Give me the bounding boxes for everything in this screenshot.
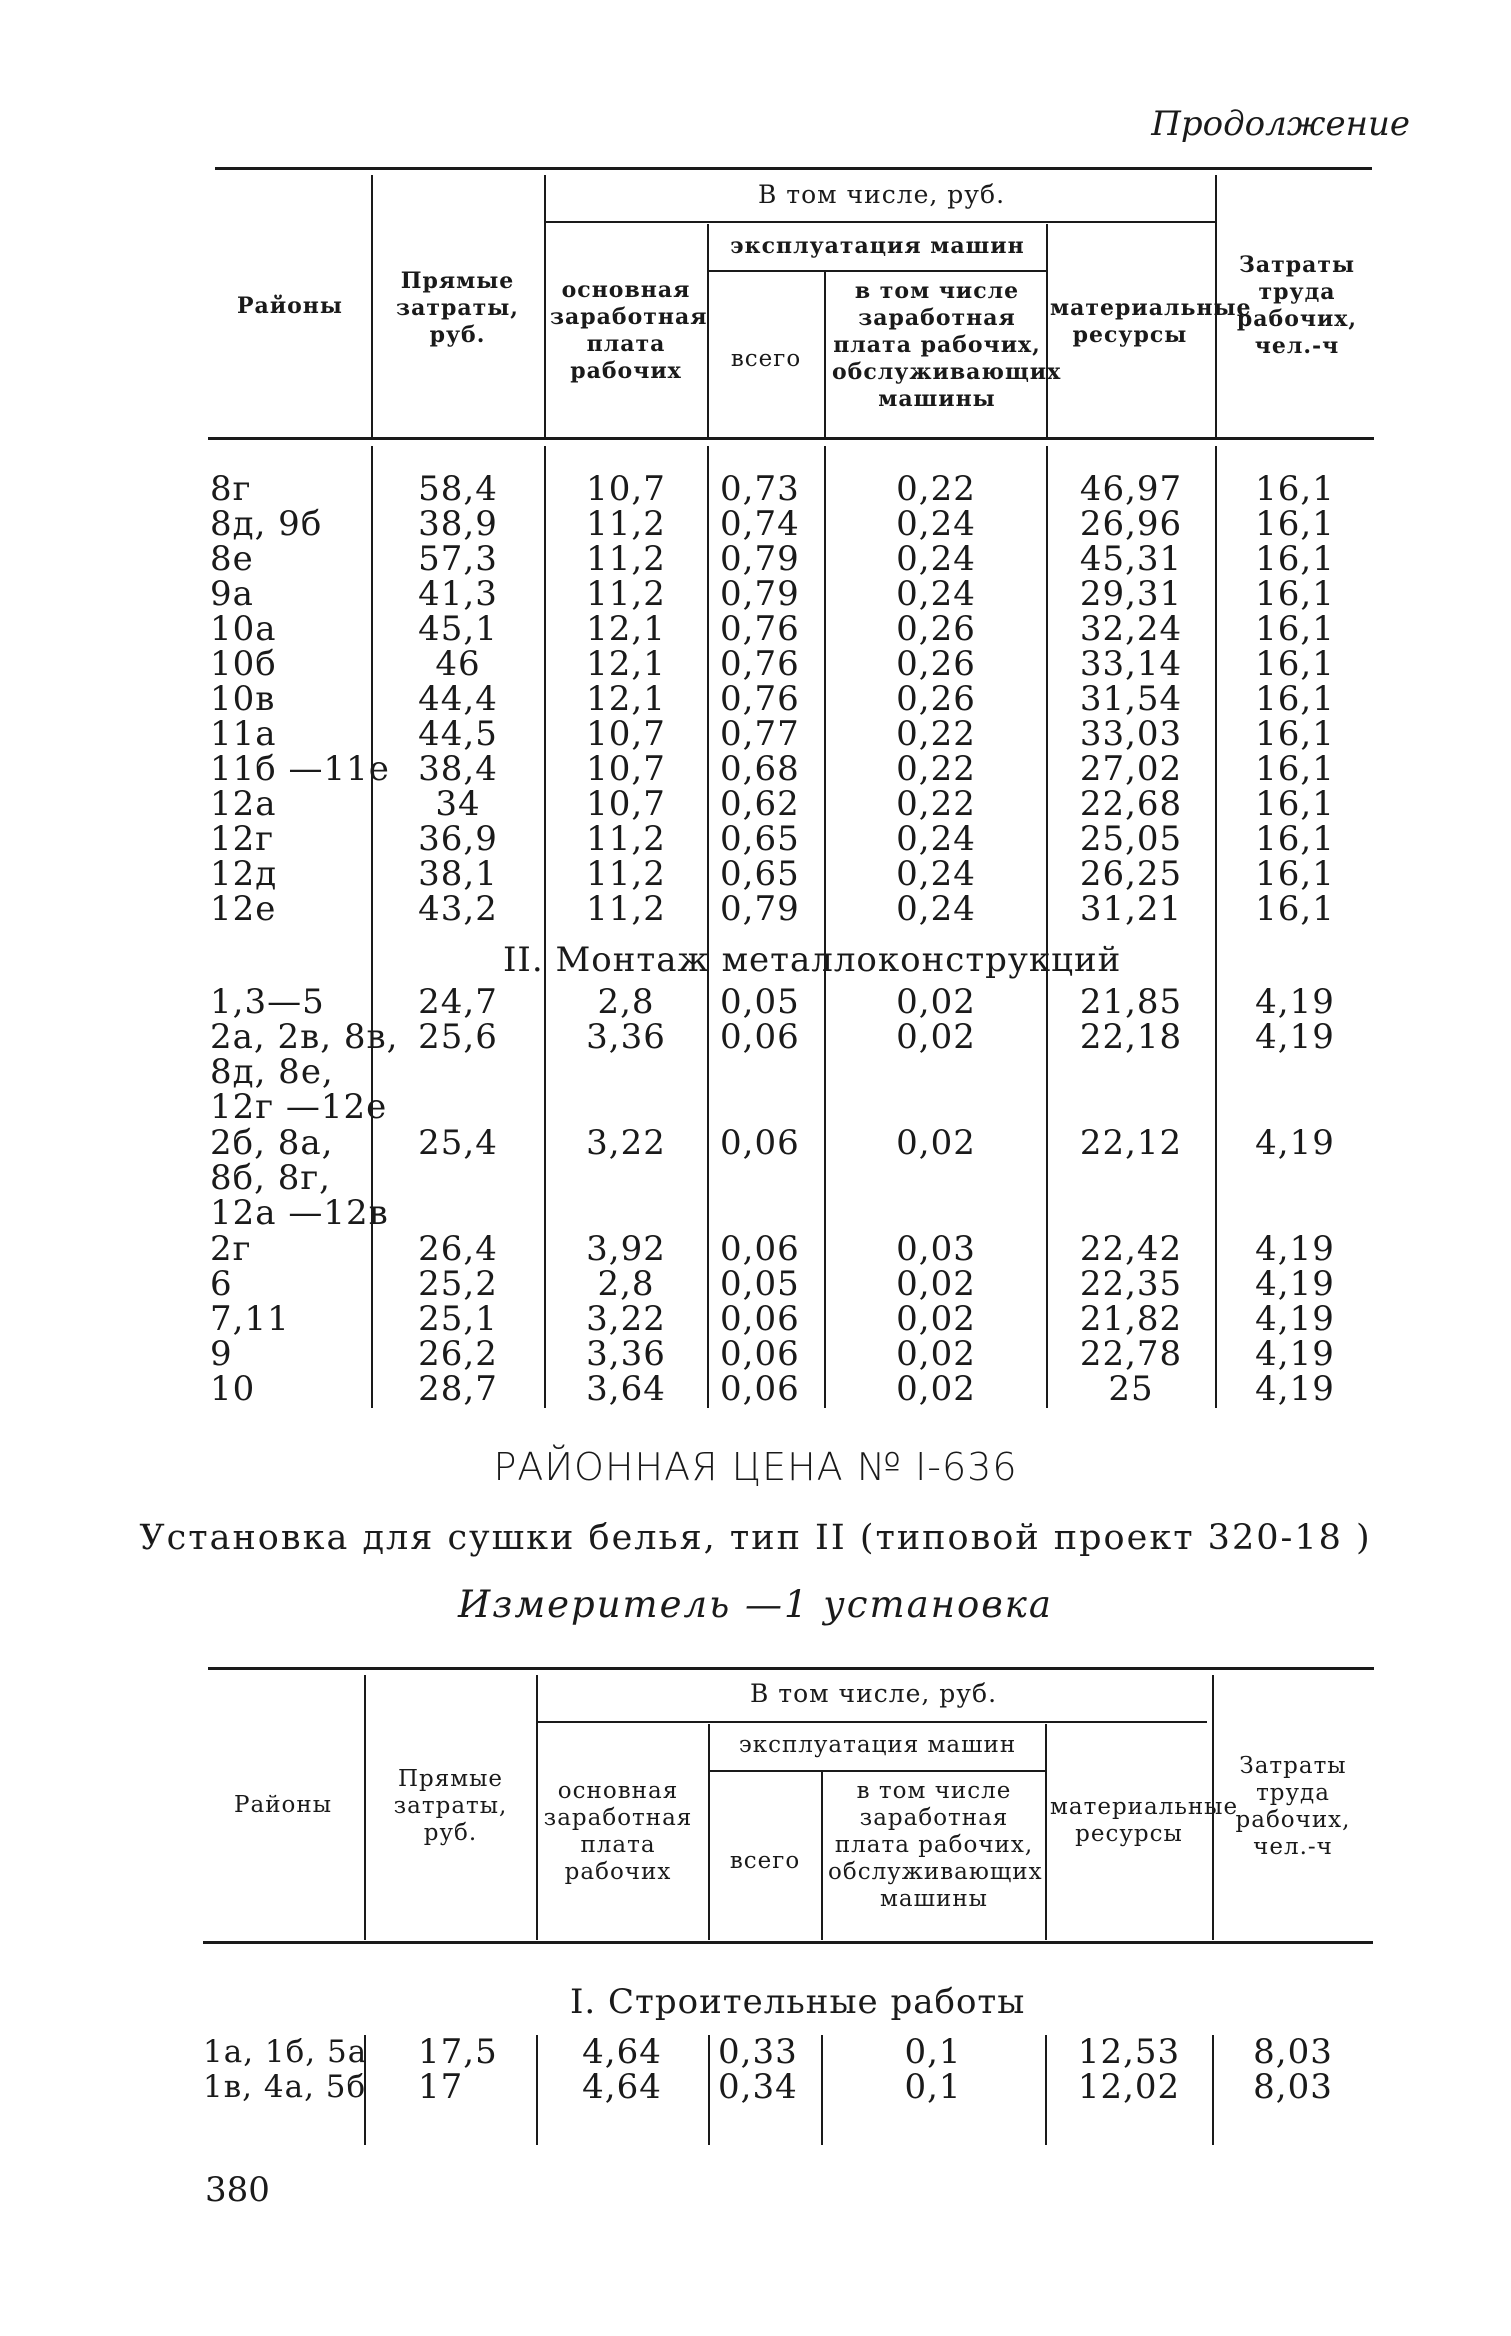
cell-machines-wage: 0,03 xyxy=(896,1229,976,1269)
cell-machines-total: 0,79 xyxy=(720,539,800,579)
cell-machines-total: 0,34 xyxy=(718,2067,798,2107)
cell-main-wage: 3,22 xyxy=(586,1299,666,1339)
cell-labor: 4,19 xyxy=(1255,982,1335,1022)
table1-top-rule xyxy=(215,167,1372,170)
cell-materials: 45,31 xyxy=(1079,539,1183,579)
cell-main-wage: 12,1 xyxy=(586,644,666,684)
cell-machines-total: 0,06 xyxy=(720,1123,800,1163)
cell-machines-wage: 0,22 xyxy=(896,749,976,789)
cell-main-wage: 2,8 xyxy=(597,1264,655,1304)
cell-main-wage: 10,7 xyxy=(586,784,666,824)
cell-region: 2г xyxy=(210,1229,252,1269)
cell-direct-costs: 38,4 xyxy=(418,749,498,789)
cell-main-wage: 10,7 xyxy=(586,469,666,509)
cell-machines-wage: 0,22 xyxy=(896,469,976,509)
cell-labor: 4,19 xyxy=(1255,1229,1335,1269)
cell-region: 11б —11е xyxy=(210,749,390,789)
table2-machines-rule xyxy=(708,1770,1046,1772)
cell-materials: 27,02 xyxy=(1079,749,1183,789)
cell-machines-wage: 0,24 xyxy=(896,854,976,894)
cell-materials: 12,02 xyxy=(1077,2067,1181,2107)
cell-machines-wage: 0,26 xyxy=(896,609,976,649)
measure-label: Измеритель —1 установка xyxy=(458,1583,1053,1626)
cell-machines-total: 0,05 xyxy=(720,982,800,1022)
cell-machines-total: 0,77 xyxy=(720,714,800,754)
cell-materials: 25 xyxy=(1108,1369,1154,1409)
cell-labor: 8,03 xyxy=(1253,2067,1333,2107)
cell-labor: 16,1 xyxy=(1255,574,1335,614)
cell-materials: 33,14 xyxy=(1079,644,1183,684)
cell-region: 8е xyxy=(210,539,254,579)
cell-region: 8д, 8е, xyxy=(210,1052,334,1092)
cell-region: 2б, 8а, xyxy=(210,1123,334,1163)
cell-region: 12е xyxy=(210,889,277,929)
cell-machines-wage: 0,24 xyxy=(896,889,976,929)
header-including: В том числе, руб. xyxy=(757,180,1006,209)
cell-machines-wage: 0,24 xyxy=(896,504,976,544)
cell-machines-total: 0,05 xyxy=(720,1264,800,1304)
cell-machines-total: 0,65 xyxy=(720,819,800,859)
cell-main-wage: 11,2 xyxy=(586,819,666,859)
cell-region: 11а xyxy=(210,714,277,754)
table1-header-vline xyxy=(371,175,373,437)
cell-labor: 16,1 xyxy=(1255,749,1335,789)
cell-materials: 21,85 xyxy=(1079,982,1183,1022)
cell-main-wage: 4,64 xyxy=(582,2067,662,2107)
cell-machines-total: 0,62 xyxy=(720,784,800,824)
cell-machines-wage: 0,1 xyxy=(904,2032,962,2072)
cell-region: 8б, 8г, xyxy=(210,1158,331,1198)
cell-labor: 16,1 xyxy=(1255,539,1335,579)
cell-machines-total: 0,76 xyxy=(720,609,800,649)
table1-header-bottom-rule xyxy=(208,437,1374,440)
cell-machines-wage: 0,02 xyxy=(896,1299,976,1339)
cell-direct-costs: 28,7 xyxy=(418,1369,498,1409)
cell-direct-costs: 46 xyxy=(435,644,481,684)
table1-machines-rule xyxy=(707,270,1047,272)
header-labor: Затраты труда рабочих, чел.-ч xyxy=(1235,1753,1351,1860)
cell-direct-costs: 25,6 xyxy=(418,1017,498,1057)
cell-main-wage: 10,7 xyxy=(586,749,666,789)
table1-header-vline xyxy=(1046,224,1048,437)
cell-machines-wage: 0,02 xyxy=(896,1123,976,1163)
cell-materials: 26,96 xyxy=(1079,504,1183,544)
table2-header-vline xyxy=(364,1675,366,1940)
cell-direct-costs: 38,9 xyxy=(418,504,498,544)
cell-machines-wage: 0,22 xyxy=(896,784,976,824)
cell-main-wage: 11,2 xyxy=(586,574,666,614)
cell-materials: 22,35 xyxy=(1079,1264,1183,1304)
cell-labor: 4,19 xyxy=(1255,1264,1335,1304)
cell-labor: 16,1 xyxy=(1255,469,1335,509)
cell-machines-total: 0,76 xyxy=(720,644,800,684)
cell-machines-wage: 0,02 xyxy=(896,1369,976,1409)
cell-labor: 16,1 xyxy=(1255,714,1335,754)
header-machines: эксплуатация машин xyxy=(730,233,1025,259)
cell-region: 6 xyxy=(210,1264,233,1304)
cell-materials: 22,78 xyxy=(1079,1334,1183,1374)
cell-main-wage: 11,2 xyxy=(586,854,666,894)
header-regions: Районы xyxy=(234,1792,332,1818)
price-title: РАЙОННАЯ ЦЕНА № I-636 xyxy=(493,1445,1018,1489)
cell-main-wage: 3,64 xyxy=(586,1369,666,1409)
cell-region: 12г xyxy=(210,819,275,859)
cell-materials: 22,42 xyxy=(1079,1229,1183,1269)
table2-header-bottom-rule xyxy=(203,1941,1373,1944)
cell-main-wage: 11,2 xyxy=(586,539,666,579)
section-installation: II. Монтаж металлоконструкций xyxy=(503,940,1122,980)
table2-top-rule xyxy=(208,1667,1374,1670)
cell-region: 12а xyxy=(210,784,277,824)
cell-labor: 16,1 xyxy=(1255,644,1335,684)
cell-labor: 16,1 xyxy=(1255,504,1335,544)
section-construction: I. Строительные работы xyxy=(570,1982,1026,2022)
cell-direct-costs: 41,3 xyxy=(418,574,498,614)
cell-materials: 21,82 xyxy=(1079,1299,1183,1339)
cell-direct-costs: 25,4 xyxy=(418,1123,498,1163)
cell-labor: 16,1 xyxy=(1255,679,1335,719)
cell-materials: 31,21 xyxy=(1079,889,1183,929)
cell-machines-total: 0,06 xyxy=(720,1369,800,1409)
cell-direct-costs: 34 xyxy=(435,784,481,824)
header-machines-wage: в том числе заработная плата рабочих, обслуживающих машины xyxy=(828,1778,1043,1912)
header-machines-total: всего xyxy=(729,1848,801,1874)
cell-machines-wage: 0,02 xyxy=(896,982,976,1022)
cell-main-wage: 2,8 xyxy=(597,982,655,1022)
cell-labor: 4,19 xyxy=(1255,1369,1335,1409)
cell-machines-total: 0,65 xyxy=(720,854,800,894)
table2-header-vline xyxy=(821,1770,823,1940)
table2-group-rule xyxy=(537,1721,1207,1723)
cell-labor: 4,19 xyxy=(1255,1123,1335,1163)
cell-direct-costs: 44,5 xyxy=(418,714,498,754)
cell-region: 9а xyxy=(210,574,254,614)
cell-region: 9 xyxy=(210,1334,233,1374)
cell-region: 1,3—5 xyxy=(210,982,325,1022)
cell-direct-costs: 45,1 xyxy=(418,609,498,649)
cell-machines-wage: 0,24 xyxy=(896,574,976,614)
cell-machines-total: 0,79 xyxy=(720,889,800,929)
cell-direct-costs: 25,2 xyxy=(418,1264,498,1304)
cell-machines-wage: 0,22 xyxy=(896,714,976,754)
cell-machines-wage: 0,26 xyxy=(896,644,976,684)
cell-region: 10а xyxy=(210,609,277,649)
cell-main-wage: 11,2 xyxy=(586,889,666,929)
cell-materials: 29,31 xyxy=(1079,574,1183,614)
cell-direct-costs: 43,2 xyxy=(418,889,498,929)
cell-region: 10б xyxy=(210,644,277,684)
cell-direct-costs: 24,7 xyxy=(418,982,498,1022)
cell-main-wage: 3,36 xyxy=(586,1334,666,1374)
cell-region: 7,11 xyxy=(210,1299,290,1339)
header-labor: Затраты труда рабочих, чел.-ч xyxy=(1236,252,1358,359)
cell-machines-wage: 0,24 xyxy=(896,539,976,579)
cell-main-wage: 3,36 xyxy=(586,1017,666,1057)
cell-labor: 16,1 xyxy=(1255,854,1335,894)
cell-direct-costs: 38,1 xyxy=(418,854,498,894)
cell-region: 2а, 2в, 8в, xyxy=(210,1017,399,1057)
cell-region: 12а —12в xyxy=(210,1193,389,1233)
cell-machines-wage: 0,24 xyxy=(896,819,976,859)
header-machines: эксплуатация машин xyxy=(738,1732,1017,1758)
cell-materials: 33,03 xyxy=(1079,714,1183,754)
cell-direct-costs: 17,5 xyxy=(418,2032,498,2072)
cell-materials: 12,53 xyxy=(1077,2032,1181,2072)
cell-machines-total: 0,06 xyxy=(720,1299,800,1339)
cell-machines-total: 0,06 xyxy=(720,1334,800,1374)
table2-header-vline xyxy=(1045,1724,1047,1940)
header-materials: материальные ресурсы xyxy=(1050,1794,1239,1847)
cell-materials: 22,18 xyxy=(1079,1017,1183,1057)
cell-machines-total: 0,74 xyxy=(720,504,800,544)
cell-main-wage: 4,64 xyxy=(582,2032,662,2072)
cell-main-wage: 12,1 xyxy=(586,609,666,649)
cell-machines-total: 0,06 xyxy=(720,1017,800,1057)
cell-materials: 25,05 xyxy=(1079,819,1183,859)
cell-main-wage: 3,22 xyxy=(586,1123,666,1163)
cell-main-wage: 11,2 xyxy=(586,504,666,544)
header-main-wage: основная заработная плата рабочих xyxy=(550,277,708,384)
cell-direct-costs: 58,4 xyxy=(418,469,498,509)
header-including: В том числе, руб. xyxy=(749,1679,998,1708)
cell-region: 8г xyxy=(210,469,252,509)
cell-materials: 22,12 xyxy=(1079,1123,1183,1163)
cell-region: 1а, 1б, 5а xyxy=(203,2034,368,2070)
table1-header-vline xyxy=(707,224,709,437)
cell-labor: 16,1 xyxy=(1255,784,1335,824)
cell-machines-total: 0,68 xyxy=(720,749,800,789)
table1-header-vline xyxy=(824,270,826,437)
cell-direct-costs: 26,2 xyxy=(418,1334,498,1374)
cell-region: 1в, 4а, 5б xyxy=(203,2069,367,2105)
cell-machines-total: 0,73 xyxy=(720,469,800,509)
cell-materials: 32,24 xyxy=(1079,609,1183,649)
continuation-label: Продолжение xyxy=(1151,104,1410,144)
cell-machines-total: 0,76 xyxy=(720,679,800,719)
cell-labor: 8,03 xyxy=(1253,2032,1333,2072)
cell-labor: 4,19 xyxy=(1255,1334,1335,1374)
cell-direct-costs: 25,1 xyxy=(418,1299,498,1339)
cell-region: 12д xyxy=(210,854,278,894)
header-main-wage: основная заработная плата рабочих xyxy=(543,1778,693,1885)
header-direct-costs: Прямые затраты, руб. xyxy=(396,268,519,348)
cell-region: 10 xyxy=(210,1369,256,1409)
header-machines-wage: в том числе заработная плата рабочих, обслуживающих машины xyxy=(832,278,1062,412)
cell-machines-total: 0,33 xyxy=(718,2032,798,2072)
cell-machines-wage: 0,02 xyxy=(896,1264,976,1304)
cell-machines-wage: 0,02 xyxy=(896,1017,976,1057)
cell-labor: 4,19 xyxy=(1255,1017,1335,1057)
cell-labor: 16,1 xyxy=(1255,819,1335,859)
header-regions: Районы xyxy=(237,293,343,319)
header-materials: материальные ресурсы xyxy=(1050,295,1252,348)
header-machines-total: всего xyxy=(730,346,802,372)
cell-materials: 26,25 xyxy=(1079,854,1183,894)
cell-main-wage: 3,92 xyxy=(586,1229,666,1269)
table2-body-vline xyxy=(708,2035,710,2145)
cell-machines-wage: 0,1 xyxy=(904,2067,962,2107)
cell-main-wage: 10,7 xyxy=(586,714,666,754)
page-number: 380 xyxy=(205,2170,270,2210)
cell-region: 10в xyxy=(210,679,276,719)
cell-labor: 4,19 xyxy=(1255,1299,1335,1339)
cell-direct-costs: 26,4 xyxy=(418,1229,498,1269)
cell-region: 8д, 9б xyxy=(210,504,323,544)
cell-machines-total: 0,06 xyxy=(720,1229,800,1269)
cell-materials: 22,68 xyxy=(1079,784,1183,824)
cell-direct-costs: 17 xyxy=(418,2067,464,2107)
cell-machines-wage: 0,26 xyxy=(896,679,976,719)
table1-group-rule xyxy=(545,221,1215,223)
cell-materials: 31,54 xyxy=(1079,679,1183,719)
table1-body-vline xyxy=(707,446,709,1408)
cell-labor: 16,1 xyxy=(1255,609,1335,649)
cell-machines-wage: 0,02 xyxy=(896,1334,976,1374)
cell-direct-costs: 44,4 xyxy=(418,679,498,719)
cell-region: 12г —12е xyxy=(210,1087,388,1127)
table1-header-vline xyxy=(544,175,546,437)
header-direct-costs: Прямые затраты, руб. xyxy=(393,1766,508,1846)
price-subtitle: Установка для сушки белья, тип II (типовой проект 320-18 ) xyxy=(139,1518,1372,1558)
cell-direct-costs: 57,3 xyxy=(418,539,498,579)
table2-header-vline xyxy=(536,1675,538,1940)
cell-materials: 46,97 xyxy=(1079,469,1183,509)
cell-machines-total: 0,79 xyxy=(720,574,800,614)
cell-main-wage: 12,1 xyxy=(586,679,666,719)
cell-direct-costs: 36,9 xyxy=(418,819,498,859)
cell-labor: 16,1 xyxy=(1255,889,1335,929)
